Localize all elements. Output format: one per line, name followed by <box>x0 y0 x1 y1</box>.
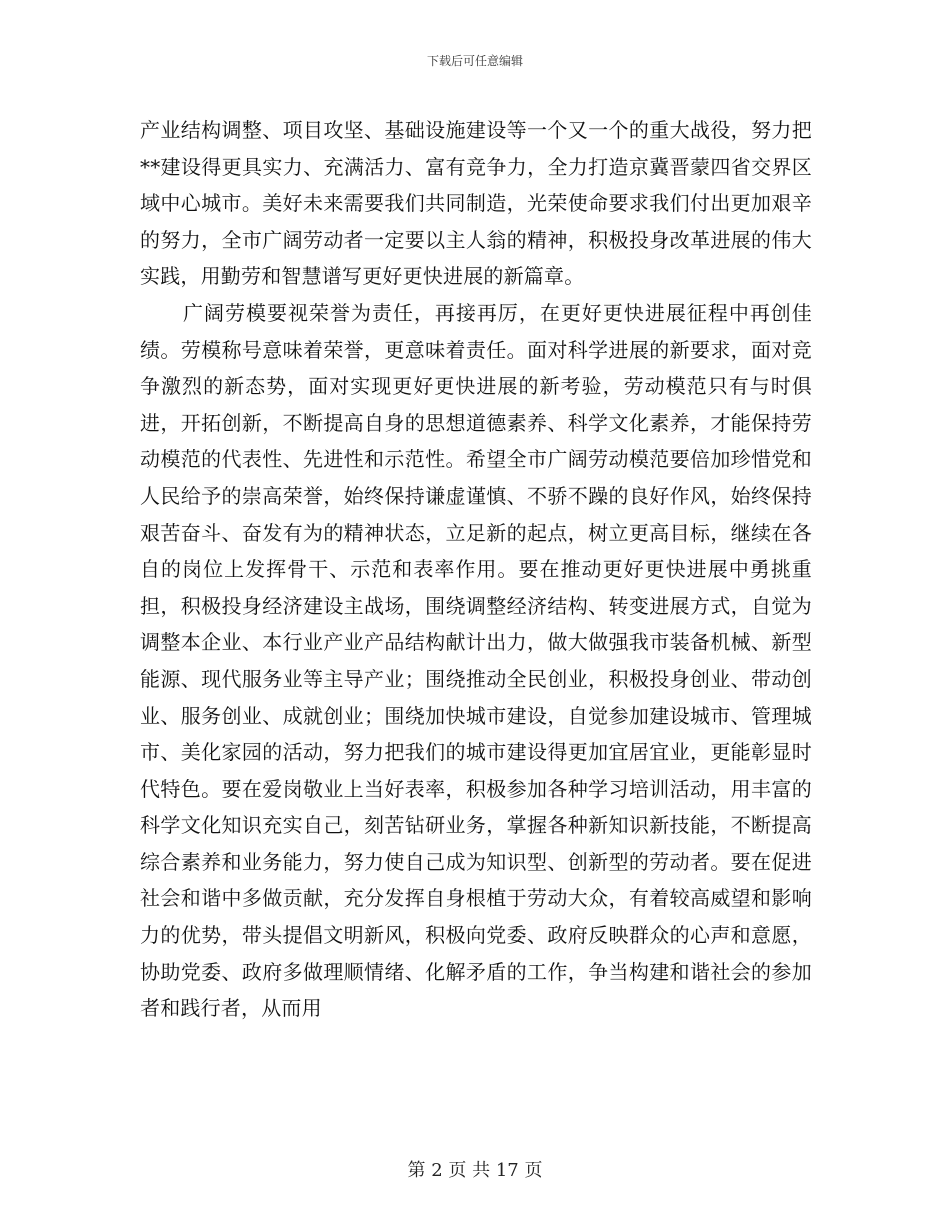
paragraph-2: 广阔劳模要视荣誉为责任，再接再厉，在更好更快进展征程中再创佳绩。劳模称号意味着荣誉，更意味着责任。面对科学进展的新要求，面对竞争激烈的新态势，面对实现更好更快进展的新考验，劳动模范只有与时俱进，开拓创新，不断提高自身的思想道德素养、科学文化素养，才能保持劳动模范的代表性、先进性和示范性。希望全市广阔劳动模范要倍加珍惜党和人民给予的崇高荣誉，始终保持谦虚谨慎、不骄不躁的良好作风，始终保持艰苦奋斗、奋发有为的精神状态，立足新的起点，树立更高目标，继续在各自的岗位上发挥骨干、示范和表率作用。要在推动更好更快进展中勇挑重担，积极投身经济建设主战场，围绕调整经济结构、转变进展方式，自觉为调整本企业、本行业产业产品结构献计出力，做大做强我市装备机械、新型能源、现代服务业等主导产业；围绕推动全民创业，积极投身创业、带动创业、服务创业、成就创业；围绕加快城市建设，自觉参加建设城市、管理城市、美化家园的活动，努力把我们的城市建设得更加宜居宜业，更能彰显时代特色。要在爱岗敬业上当好表率，积极参加各种学习培训活动，用丰富的科学文化知识充实自己，刻苦钻研业务，掌握各种新知识新技能，不断提高综合素养和业务能力，努力使自己成为知识型、创新型的劳动者。要在促进社会和谐中多做贡献，充分发挥自身根植于劳动大众，有着较高威望和影响力的优势，带头提倡文明新风，积极向党委、政府反映群众的心声和意愿，协助党委、政府多做理顺情绪、化解矛盾的工作，争当构建和谐社会的参加者和践行者，从而用 <box>140 300 812 1021</box>
paragraph-1: 产业结构调整、项目攻坚、基础设施建设等一个又一个的重大战役，努力把**建设得更具实力、充满活力、富有竞争力，全力打造京冀晋蒙四省交界区域中心城市。美好未来需要我们共同制造，光荣使命要求我们付出更加艰辛的努力，全市广阔劳动者一定要以主人翁的精神，积极投身改革进展的伟大实践，用勤劳和智慧谱写更好更快进展的新篇章。 <box>140 118 812 289</box>
document-body <box>140 112 812 1027</box>
page-footer: 第 2 页 共 17 页 <box>407 1160 543 1181</box>
page-header: 下载后可任意编辑 <box>426 54 523 68</box>
